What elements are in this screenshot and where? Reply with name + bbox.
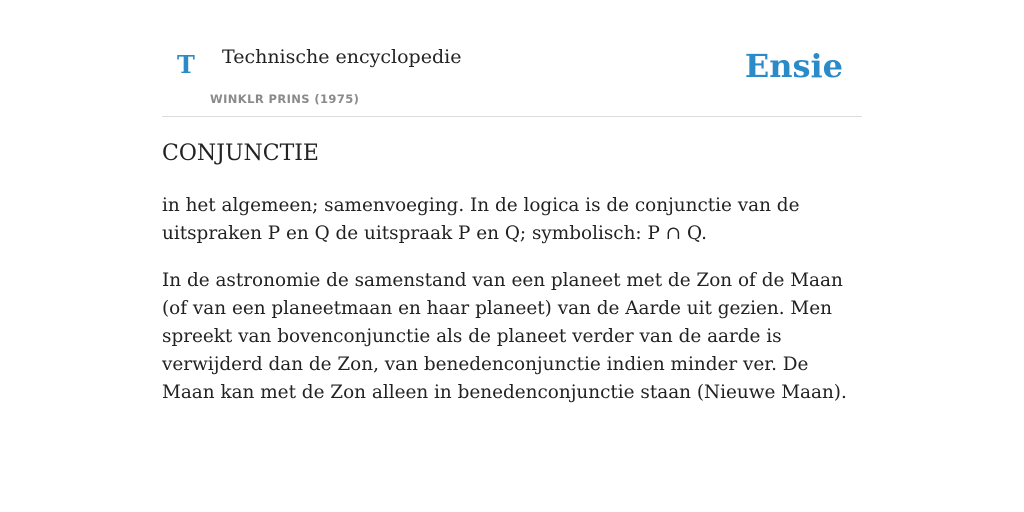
- source-header: [162, 0, 862, 117]
- page: [162, 0, 862, 403]
- entry-paragraph: In de astronomie de samenstand van een planeet met de Zon of de Maan (of van een planeetmaan en haar planeet) van de Aarde uit gezien. Men spreekt van bovenconjunctie als de planeet verder van de aarde is verwijderd dan de Zon, van benedenconjunctie indien minder ver. De Maan kan met de Zon alleen in benedenconjunctie staan (Nieuwe Maan).: [162, 270, 847, 403]
- source-title[interactable]: Technische encyclopedie: [222, 46, 462, 68]
- entry-paragraph: in het algemeen; samenvoeging. In de logica is de conjunctie van de uitspraken P en Q de uitspraak P en Q; symbolisch: P ∩ Q.: [162, 195, 800, 244]
- entry-title: CONJUNCTIE: [162, 141, 319, 166]
- source-logo-icon[interactable]: T: [177, 50, 195, 79]
- entry-body: [162, 192, 862, 426]
- source-subtitle: WINKLR PRINS (1975): [210, 92, 360, 106]
- brand-logo[interactable]: Ensie: [744, 47, 843, 85]
